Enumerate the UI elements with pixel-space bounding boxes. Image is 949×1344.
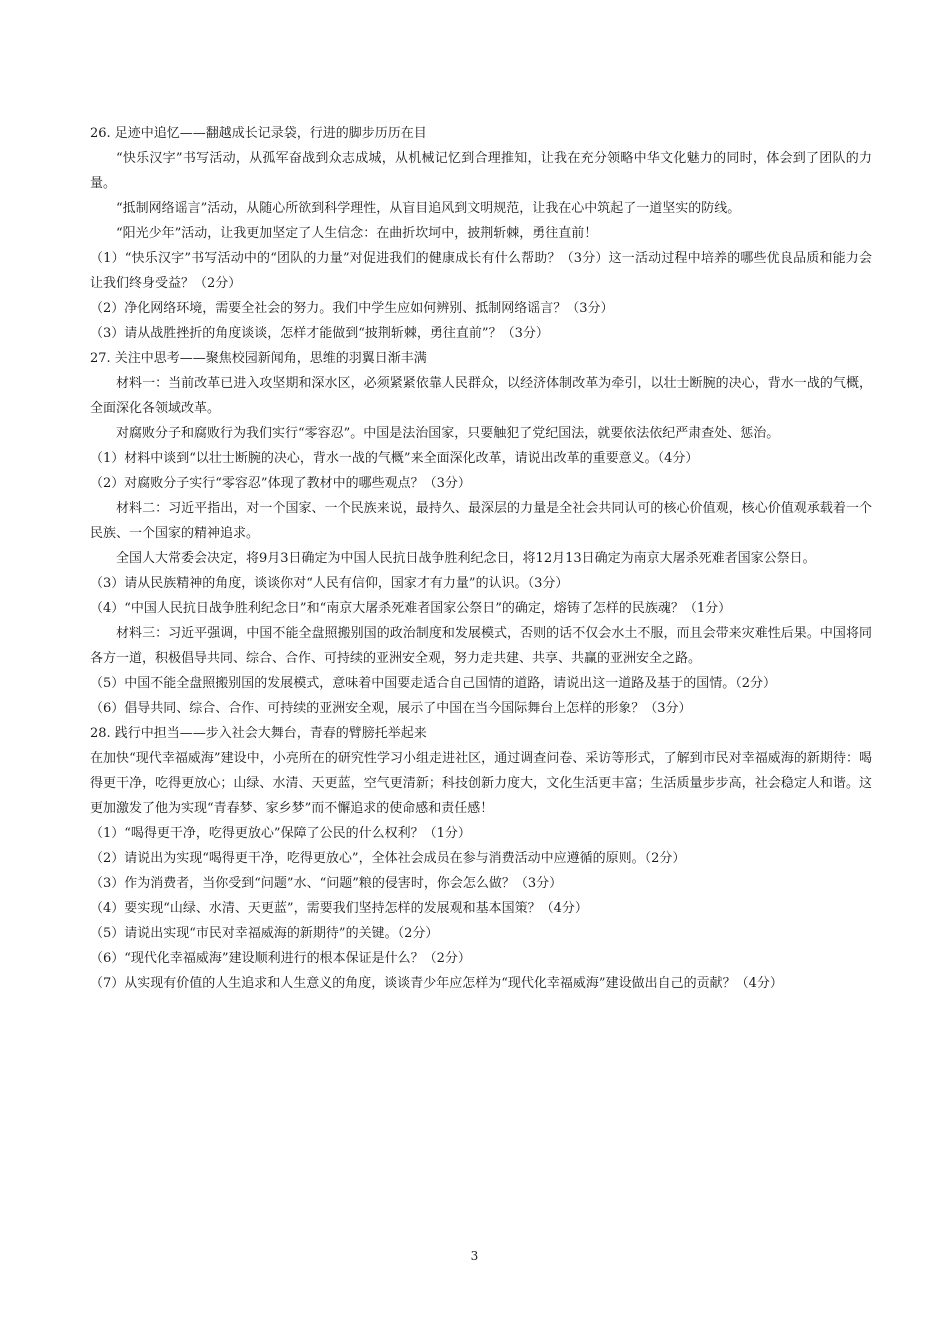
sub-question: （4）“中国人民抗日战争胜利纪念日”和“南京大屠杀死难者国家公祭日”的确定，熔铸了怎样的民族魂？（1分） xyxy=(90,601,732,616)
material-paragraph: 对腐败分子和腐败行为我们实行“零容忍”。中国是法治国家，只要触犯了党纪国法，就要依法依纪严肃查处、惩治。 xyxy=(116,426,780,441)
page-content xyxy=(90,121,872,996)
question-title: 26. 足迹中追忆——翻越成长记录袋，行进的脚步历历在目 xyxy=(90,126,427,141)
sub-question: （5）请说出实现“市民对幸福威海的新期待”的关键。（2分） xyxy=(90,926,439,941)
page-number: 3 xyxy=(470,1249,479,1263)
material-paragraph: 材料一：当前改革已进入攻坚期和深水区，必须紧紧依靠人民群众，以经济体制改革为牵引，以壮士断腕的决心，背水一战的气概，全面深化各领域改革。 xyxy=(90,376,872,416)
sub-question: （6）倡导共同、综合、合作、可持续的亚洲安全观，展示了中国在当今国际舞台上怎样的形象？（3分） xyxy=(90,701,692,716)
material-paragraph: 材料二：习近平指出，对一个国家、一个民族来说，最持久、最深层的力量是全社会共同认可的核心价值观，核心价值观承载着一个民族、一个国家的精神追求。 xyxy=(90,501,872,541)
material-paragraph: 材料三：习近平强调，中国不能全盘照搬别国的政治制度和发展模式，否则的话不仅会水土不服，而且会带来灾难性后果。中国将同各方一道，积极倡导共同、综合、合作、可持续的亚洲安全观，努力走共建、共享、共赢的亚洲安全之路。 xyxy=(90,626,872,666)
sub-question: （2）净化网络环境，需要全社会的努力。我们中学生应如何辨别、抵制网络谣言？（3分） xyxy=(90,301,614,316)
sub-question: （2）对腐败分子实行“零容忍”体现了教材中的哪些观点？（3分） xyxy=(90,476,471,491)
scenario-paragraph: “抵制网络谣言”活动，从随心所欲到科学理性，从盲目追风到文明规范，让我在心中筑起了一道坚实的防线。 xyxy=(116,201,741,216)
sub-question: （3）请从战胜挫折的角度谈谈，怎样才能做到“披荆斩棘，勇往直前”？（3分） xyxy=(90,326,549,341)
scenario-paragraph: “阳光少年”活动，让我更加坚定了人生信念：在曲折坎坷中，披荆斩棘，勇往直前！ xyxy=(116,226,598,241)
sub-question: （1）材料中谈到“以壮士断腕的决心，背水一战的气概”来全面深化改革，请说出改革的重要意义。（4分） xyxy=(90,451,699,466)
sub-question: （1）“快乐汉字”书写活动中的“团队的力量”对促进我们的健康成长有什么帮助？（3分）这一活动过程中培养的哪些优良品质和能力会让我们终身受益？（2分） xyxy=(90,251,872,291)
sub-question: （1）“喝得更干净，吃得更放心”保障了公民的什么权利？（1分） xyxy=(90,826,471,841)
question-title: 27. 关注中思考——聚焦校园新闻角，思维的羽翼日渐丰满 xyxy=(90,351,427,366)
sub-question: （2）请说出为实现“喝得更干净，吃得更放心”，全体社会成员在参与消费活动中应遵循的原则。（2分） xyxy=(90,851,686,866)
question-27 xyxy=(90,346,872,721)
question-26 xyxy=(90,121,872,346)
sub-question: （3）请从民族精神的角度，谈谈你对“人民有信仰，国家才有力量”的认识。（3分） xyxy=(90,576,569,591)
sub-question: （7）从实现有价值的人生追求和人生意义的角度，谈谈青少年应怎样为“现代化幸福威海”建设做出自己的贡献？（4分） xyxy=(90,976,783,991)
scenario-paragraph: “快乐汉字”书写活动，从孤军奋战到众志成城，从机械记忆到合理推知，让我在充分领略中华文化魅力的同时，体会到了团队的力量。 xyxy=(90,151,872,191)
scenario-paragraph: 在加快“现代幸福威海”建设中，小亮所在的研究性学习小组走进社区，通过调查问卷、采访等形式，了解到市民对幸福威海的新期待：喝得更干净，吃得更放心；山绿、水清、天更蓝，空气更清新；科技创新力度大，文化生活更丰富；生活质量步步高，社会稳定人和谐。这更加激发了他为实现“青春梦、家乡梦”而不懈追求的使命感和责任感！ xyxy=(90,751,872,816)
sub-question: （5）中国不能全盘照搬别国的发展模式，意味着中国要走适合自己国情的道路，请说出这一道路及基于的国情。（2分） xyxy=(90,676,777,691)
sub-question: （3）作为消费者，当你受到“问题”水、“问题”粮的侵害时，你会怎么做？（3分） xyxy=(90,876,563,891)
question-28 xyxy=(90,721,872,996)
question-title: 28. 践行中担当——步入社会大舞台，青春的臂膀托举起来 xyxy=(90,726,427,741)
sub-question: （6）“现代化幸福威海”建设顺利进行的根本保证是什么？（2分） xyxy=(90,951,471,966)
material-paragraph: 全国人大常委会决定，将9月3日确定为中国人民抗日战争胜利纪念日，将12月13日确定为南京大屠杀死难者国家公祭日。 xyxy=(116,551,816,566)
sub-question: （4）要实现“山绿、水清、天更蓝”，需要我们坚持怎样的发展观和基本国策？（4分） xyxy=(90,901,588,916)
